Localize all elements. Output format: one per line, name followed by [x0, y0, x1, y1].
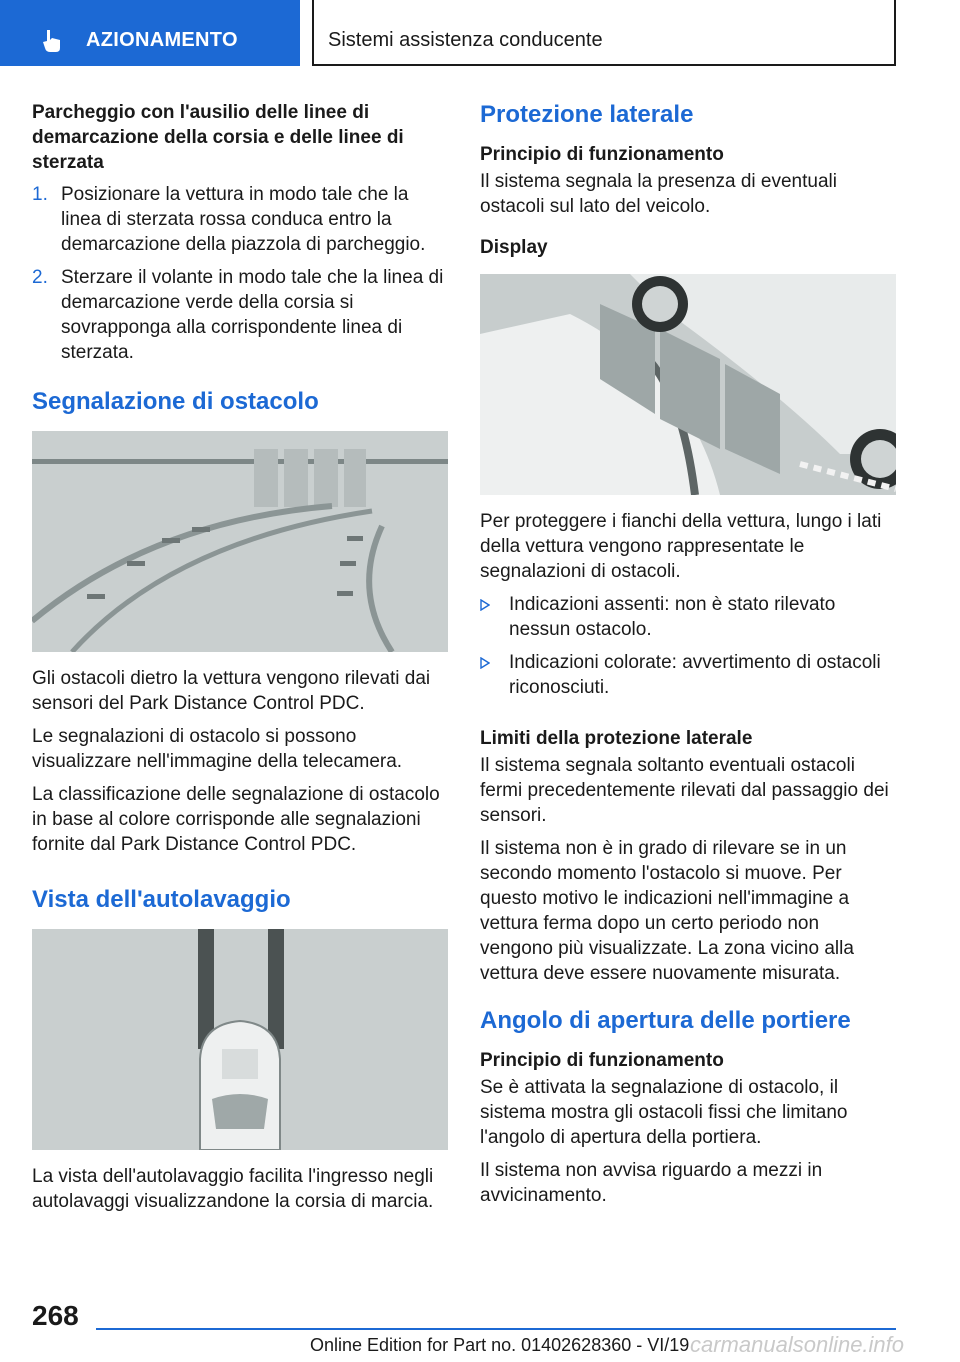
list-item	[480, 650, 896, 700]
wash-title: Vista dell'autolavaggio	[32, 886, 291, 913]
list-item	[32, 182, 448, 257]
step-text: Posizionare la vettura in modo tale che la linea di sterzata rossa conduca entro la demarcazione della piazzola di parcheggio.	[61, 184, 426, 255]
obstacle-paragraph-3: La classificazione delle segnalazione di ostacolo in base al colore corrisponde alle segnalazioni fornite dal Park Distance Control PDC.	[32, 784, 440, 855]
door-principle-heading: Principio di funzionamento	[480, 1050, 724, 1071]
step-number: 2.	[32, 267, 48, 288]
bullet-text: Indicazioni assenti: non è stato rilevato nessun ostacolo.	[509, 594, 836, 640]
steering-hand-icon	[38, 26, 66, 54]
side-protection-image	[480, 274, 896, 495]
side-principle-paragraph: Il sistema segnala la presenza di eventuali ostacoli sul lato del veicolo.	[480, 171, 837, 217]
limits-heading: Limiti della protezione laterale	[480, 728, 753, 749]
door-angle-title: Angolo di apertura delle portiere	[480, 1007, 851, 1034]
obstacle-camera-image	[32, 431, 448, 652]
side-principle-heading: Principio di funzionamento	[480, 144, 724, 165]
right-column	[480, 100, 896, 1216]
obstacle-paragraph-2: Le segnalazioni di ostacolo si possono visualizzare nell'immagine della telecamera.	[32, 726, 403, 772]
obstacle-title: Segnalazione di ostacolo	[32, 388, 319, 415]
door-paragraph-1: Se è attivata la segnalazione di ostacolo, il sistema mostra gli ostacoli fissi che limitano l'angolo di apertura della portiera.	[480, 1077, 848, 1148]
triangle-bullet-icon	[480, 657, 490, 669]
obstacle-paragraph-1: Gli ostacoli dietro la vettura vengono rilevati dai sensori del Park Distance Control PDC.	[32, 668, 431, 714]
park-heading: Parcheggio con l'ausilio delle linee di demarcazione della corsia e delle linee di sterzata	[32, 102, 404, 173]
limits-paragraph-2: Il sistema non è in grado di rilevare se in un secondo momento l'ostacolo si muove. Per questo motivo le indicazioni nell'immagine a vettura ferma dopo un certo periodo non vengono più visualizzate. La zona vicino alla vettura deve essere nuovamente misurata.	[480, 838, 854, 984]
door-paragraph-2: Il sistema non avvisa riguardo a mezzi in avvicinamento.	[480, 1160, 823, 1206]
carwash-view-image	[32, 929, 448, 1150]
display-paragraph: Per proteggere i fianchi della vettura, lungo i lati della vettura vengono rappresentate le segnalazioni di ostacoli.	[480, 511, 882, 582]
side-protection-title: Protezione laterale	[480, 101, 694, 128]
display-heading: Display	[480, 237, 548, 258]
step-number: 1.	[32, 184, 48, 205]
bullet-text: Indicazioni colorate: avvertimento di ostacoli riconosciuti.	[509, 652, 881, 698]
edition-text: Online Edition for Part no. 01402628360 - VI/19	[310, 1335, 690, 1355]
limits-paragraph-1: Il sistema segnala soltanto eventuali ostacoli fermi precedentemente rilevati dal passaggio dei sensori.	[480, 755, 889, 826]
step-text: Sterzare il volante in modo tale che la linea di demarcazione verde della corsia si sovrapponga alla corrispondente linea di sterzata.	[61, 267, 444, 363]
list-item	[32, 265, 448, 365]
subsection-label: Sistemi assistenza conducente	[328, 29, 603, 51]
page-header	[0, 0, 960, 66]
page-number: 268	[32, 1300, 79, 1331]
list-item	[480, 592, 896, 642]
watermark: carmanualsonline.info	[690, 1332, 905, 1357]
wash-paragraph: La vista dell'autolavaggio facilita l'ingresso negli autolavaggi visualizzandone la corsia di marcia.	[32, 1166, 434, 1212]
triangle-bullet-icon	[480, 599, 490, 611]
section-tab[interactable]	[0, 0, 300, 66]
footer-divider	[96, 1328, 896, 1330]
section-label: AZIONAMENTO	[86, 29, 238, 51]
subsection-box	[312, 0, 896, 66]
left-column	[32, 100, 448, 1222]
